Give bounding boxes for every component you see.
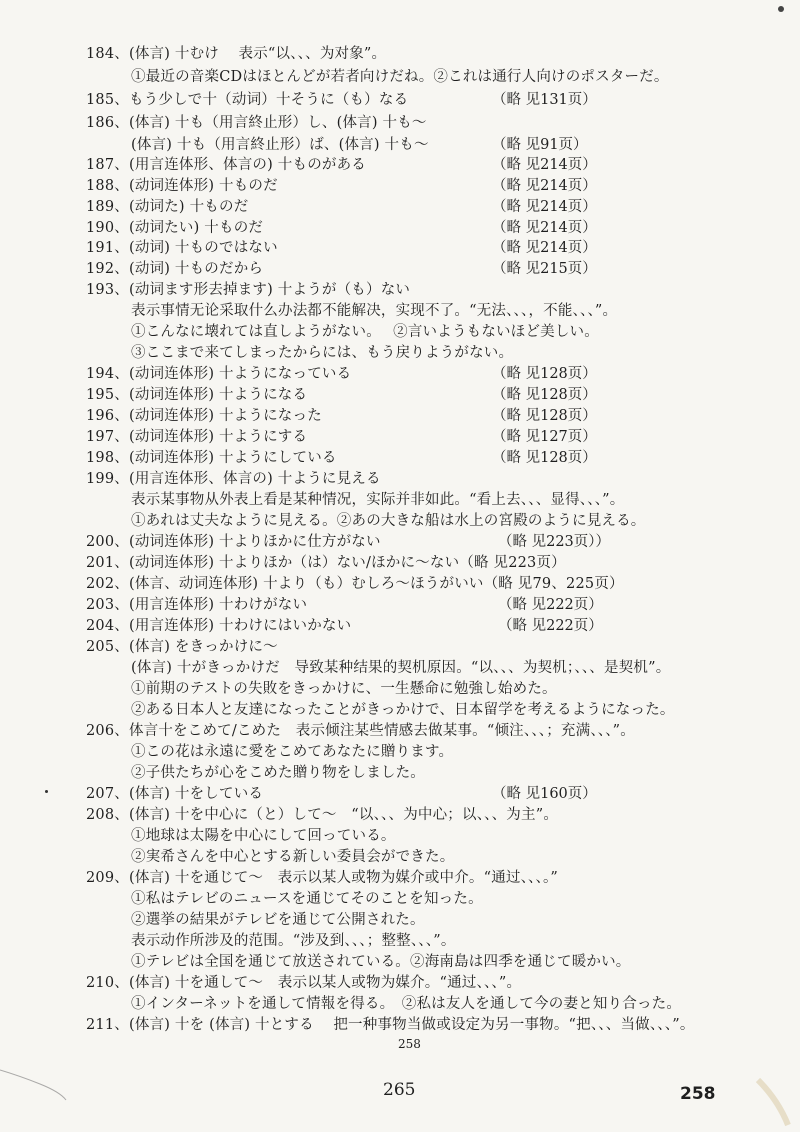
footer-page-number-small: 258 [398, 1037, 421, 1051]
entry-line: 210、(体言) 十を通して～ 表示以某人或物为媒介。“通过、、、”。 [86, 975, 522, 991]
entry-line: ②選挙の結果がテレビを通じて公開された。 [131, 912, 425, 928]
page-reference: （略 见214页） [492, 220, 597, 236]
entry-line: ①テレビは全国を通じて放送されている。②海南島は四季を通じて暖かい。 [131, 954, 631, 970]
entry-line: 202、(体言、动词连体形) 十より（も）むしろ～ほうがいい（略 见79、225页） [86, 576, 624, 592]
page-reference: （略 见214页） [492, 199, 597, 215]
entry-line: 191、(动词) 十ものではない [86, 240, 278, 256]
page-reference: （略 见128页） [492, 408, 597, 424]
page-reference: （略 见160页） [492, 786, 597, 802]
entry-line: 186、(体言) 十も（用言終止形）し、(体言) 十も～ [86, 115, 427, 131]
entry-line: 189、(动词た) 十ものだ [86, 199, 249, 215]
page-reference: （略 见128页） [492, 366, 597, 382]
page-reference: （略 见128页） [492, 387, 597, 403]
entry-line: ②ある日本人と友達になったことがきっかけで、日本留学を考えるようになった。 [131, 702, 675, 718]
entry-line: ③ここまで来てしまったからには、もう戻りようがない。 [131, 345, 514, 361]
page-reference: （略 见131页） [492, 92, 597, 108]
entry-line: 211、(体言) 十を (体言) 十とする 把一种事物当做或设定为另一事物。“把、、、当做、、、”。 [86, 1017, 695, 1033]
entry-line: 表示动作所涉及的范围。“涉及到、、、；整整、、、”。 [131, 933, 456, 949]
entry-line: ①こんなに壊れては直しようがない。 ②言いようもないほど美しい。 [131, 324, 599, 340]
page-reference: （略 见222页） [498, 618, 603, 634]
entry-line: 205、(体言) をきっかけに～ [86, 639, 278, 655]
entry-line: 207、(体言) 十をしている [86, 786, 264, 802]
footer-page-number-bold: 258 [680, 1084, 716, 1104]
entry-line: ①前期のテストの失敗をきっかけに、一生懸命に勉強し始めた。 [131, 681, 557, 697]
scan-mark-right [748, 1070, 798, 1130]
entry-line: 184、(体言) 十むけ 表示“以、、、为对象”。 [86, 46, 387, 62]
entry-line: (体言) 十がきっかけだ 导致某种结果的契机原因。“以、、、为契机；、、、是契机”。 [131, 660, 671, 676]
entry-line: ②実希さんを中心とする新しい委員会ができた。 [131, 849, 455, 865]
entry-line: 197、(动词连体形) 十ようにする [86, 429, 308, 445]
entry-line: 185、もう少しで十（动词）十そうに（も）なる [86, 92, 409, 108]
entry-line: 194、(动词连体形) 十ようになっている [86, 366, 352, 382]
entry-line: ①あれは丈夫なように見える。②あの大きな船は水上の宮殿のように見える。 [131, 513, 646, 529]
entry-line: ②子供たちが心をこめた贈り物をしました。 [131, 765, 425, 781]
entry-line: 表示某事物从外表上看是某种情况，实际并非如此。“看上去、、、显得、、、”。 [131, 492, 625, 508]
entry-line: 表示事情无论采取什么办法都不能解决，实现不了。“无法、、、，不能、、、”。 [131, 303, 618, 319]
page-reference: （略 见214页） [492, 240, 597, 256]
page-reference: （略 见214页） [492, 157, 597, 173]
entry-line: 193、(动词ます形去掉ます) 十ようが（も）ない [86, 282, 411, 298]
entry-line: 188、(动词连体形) 十ものだ [86, 178, 278, 194]
entry-line: 195、(动词连体形) 十ようになる [86, 387, 308, 403]
page-reference: （略 见128页） [492, 450, 597, 466]
entry-line: 209、(体言) 十を通じて～ 表示以某人或物为媒介或中介。“通过、、、。” [86, 870, 559, 886]
entry-line: 203、(用言连体形) 十わけがない [86, 597, 308, 613]
page-reference: （略 见222页） [498, 597, 603, 613]
scan-dot [778, 6, 784, 12]
entry-line: 200、(动词连体形) 十よりほかに仕方がない [86, 534, 381, 550]
footer-book-page-number: 265 [383, 1080, 416, 1100]
page-reference: （略 见127页） [492, 429, 597, 445]
entry-line: 206、体言十をこめて/こめた 表示倾注某些情感去做某事。“倾注、、、；充满、、、”。 [86, 723, 635, 739]
entry-line: 201、(动词连体形) 十よりほか（は）ない/ほかに～ない（略 见223页） [86, 555, 566, 571]
entry-line: ①インターネットを通して情報を得る。 ②私は友人を通して今の妻と知り合った。 [131, 996, 682, 1012]
scan-mark-left [0, 1060, 70, 1110]
entry-line: ①地球は太陽を中心にして回っている。 [131, 828, 396, 844]
page-reference: （略 见215页） [492, 261, 597, 277]
page-reference: （略 见214页） [492, 178, 597, 194]
entry-line: 199、(用言连体形、体言の) 十ように見える [86, 471, 381, 487]
entry-line: ①この花は永遠に愛をこめてあなたに贈ります。 [131, 744, 454, 760]
scan-dot [45, 790, 48, 793]
entry-line: 208、(体言) 十を中心に（と）して～ “以、、、为中心；以、、、为主”。 [86, 807, 559, 823]
entry-line: 198、(动词连体形) 十ようにしている [86, 450, 337, 466]
entry-line: 204、(用言连体形) 十わけにはいかない [86, 618, 352, 634]
entry-line: ①私はテレビのニュースを通じてそのことを知った。 [131, 891, 483, 907]
page-reference: （略 见223页）） [498, 534, 611, 550]
entry-line: 187、(用言连体形、体言の) 十ものがある [86, 157, 366, 173]
entry-line: ①最近の音楽CDはほとんどが若者向けだね。②これは通行人向けのポスターだ。 [131, 69, 669, 85]
entry-line: 196、(动词连体形) 十ようになった [86, 408, 322, 424]
entry-line: (体言) 十も（用言終止形）ば、(体言) 十も～ [131, 137, 429, 153]
entry-line: 192、(动词) 十ものだから [86, 261, 264, 277]
page-reference: （略 见91页） [492, 137, 588, 153]
entry-line: 190、(动词たい) 十ものだ [86, 220, 264, 236]
